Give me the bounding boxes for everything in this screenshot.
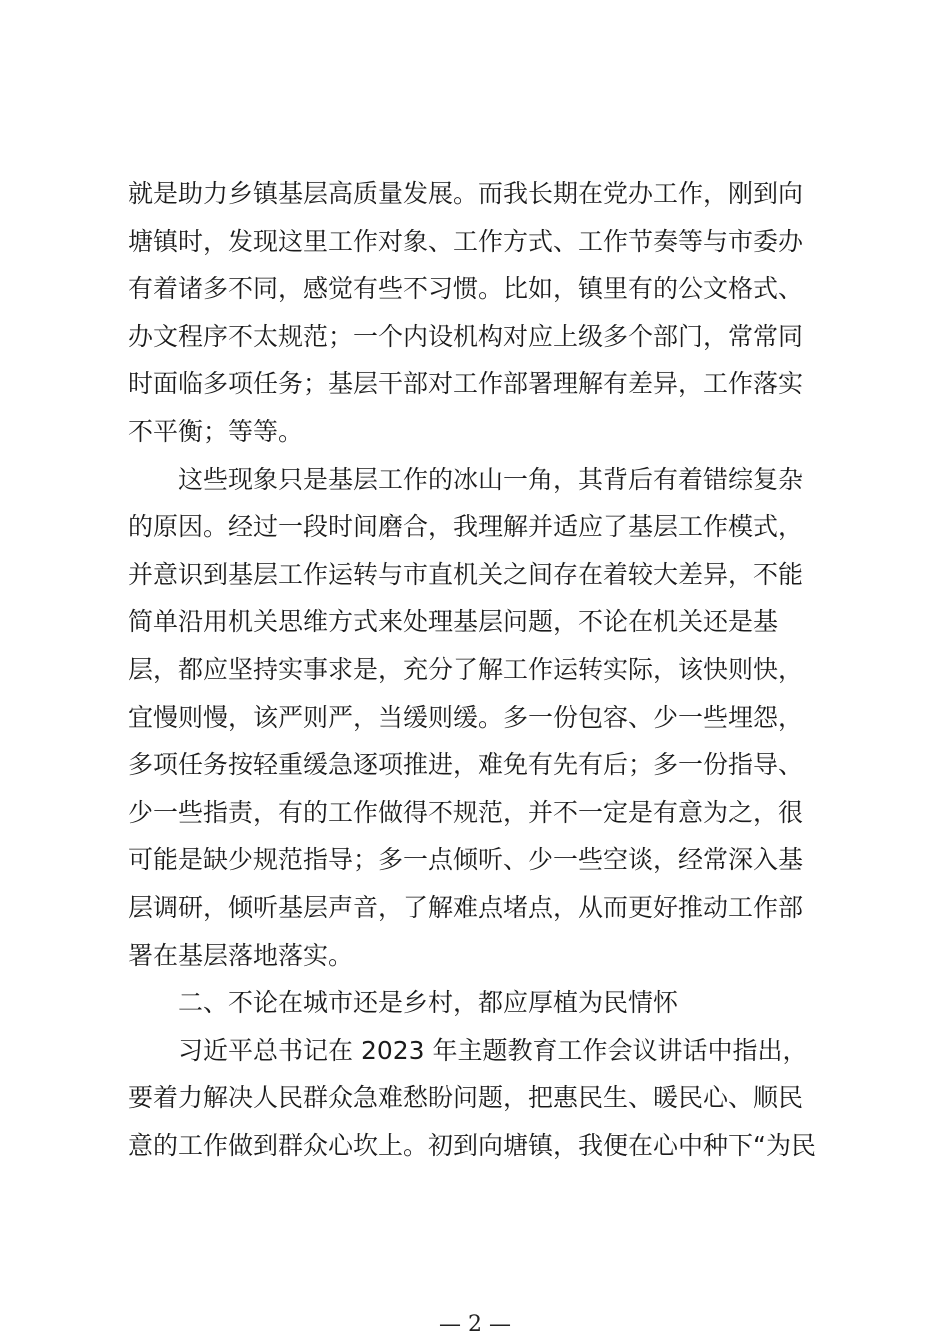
- text-line: 要着力解决人民群众急难愁盼问题，把惠民生、暖民心、顺民: [128, 1083, 804, 1113]
- text-line: 这些现象只是基层工作的冰山一角，其背后有着错综复杂: [128, 464, 804, 494]
- text-line: 习近平总书记在 2023 年主题教育工作会议讲话中指出，: [128, 1035, 808, 1065]
- section-heading: 二、不论在城市还是乡村，都应厚植为民情怀: [128, 988, 679, 1018]
- text-line: 就是助力乡镇基层高质量发展。而我长期在党办工作，刚到向: [128, 179, 804, 208]
- text-line: 层调研，倾听基层声音，了解难点堵点，从而更好推动工作部: [128, 892, 804, 922]
- text-line: 意的工作做到群众心坎上。初到向塘镇，我便在心中种下“为民: [128, 1130, 816, 1160]
- text-line: 时面临多项任务；基层干部对工作部署理解有差异，工作落实: [128, 369, 804, 399]
- text-line: 的原因。经过一段时间磨合，我理解并适应了基层工作模式，: [128, 512, 804, 542]
- page-number: — 2 —: [439, 1312, 511, 1337]
- text-line: 简单沿用机关思维方式来处理基层问题，不论在机关还是基: [128, 607, 779, 637]
- text-line: 办文程序不太规范；一个内设机构对应上级多个部门，常常同: [128, 321, 804, 351]
- text-line: 可能是缺少规范指导；多一点倾听、少一些空谈，经常深入基: [128, 845, 804, 875]
- body-text: [128, 170, 828, 1169]
- text-line: 署在基层落地落实。: [128, 940, 354, 970]
- text-line: 多项任务按轻重缓急逐项推进，难免有先有后；多一份指导、: [128, 750, 804, 780]
- text-line: 并意识到基层工作运转与市直机关之间存在着较大差异，不能: [128, 559, 804, 589]
- text-line: 层，都应坚持实事求是，充分了解工作运转实际，该快则快，: [128, 654, 804, 684]
- text-line: 宜慢则慢，该严则严，当缓则缓。多一份包容、少一些埋怨，: [128, 702, 804, 732]
- text-line: 有着诸多不同，感觉有些不习惯。比如，镇里有的公文格式、: [128, 274, 804, 304]
- text-line: 塘镇时，发现这里工作对象、工作方式、工作节奏等与市委办: [128, 226, 804, 256]
- text-line: 少一些指责，有的工作做得不规范，并不一定是有意为之，很: [128, 797, 804, 827]
- text-line: 不平衡；等等。: [128, 416, 304, 446]
